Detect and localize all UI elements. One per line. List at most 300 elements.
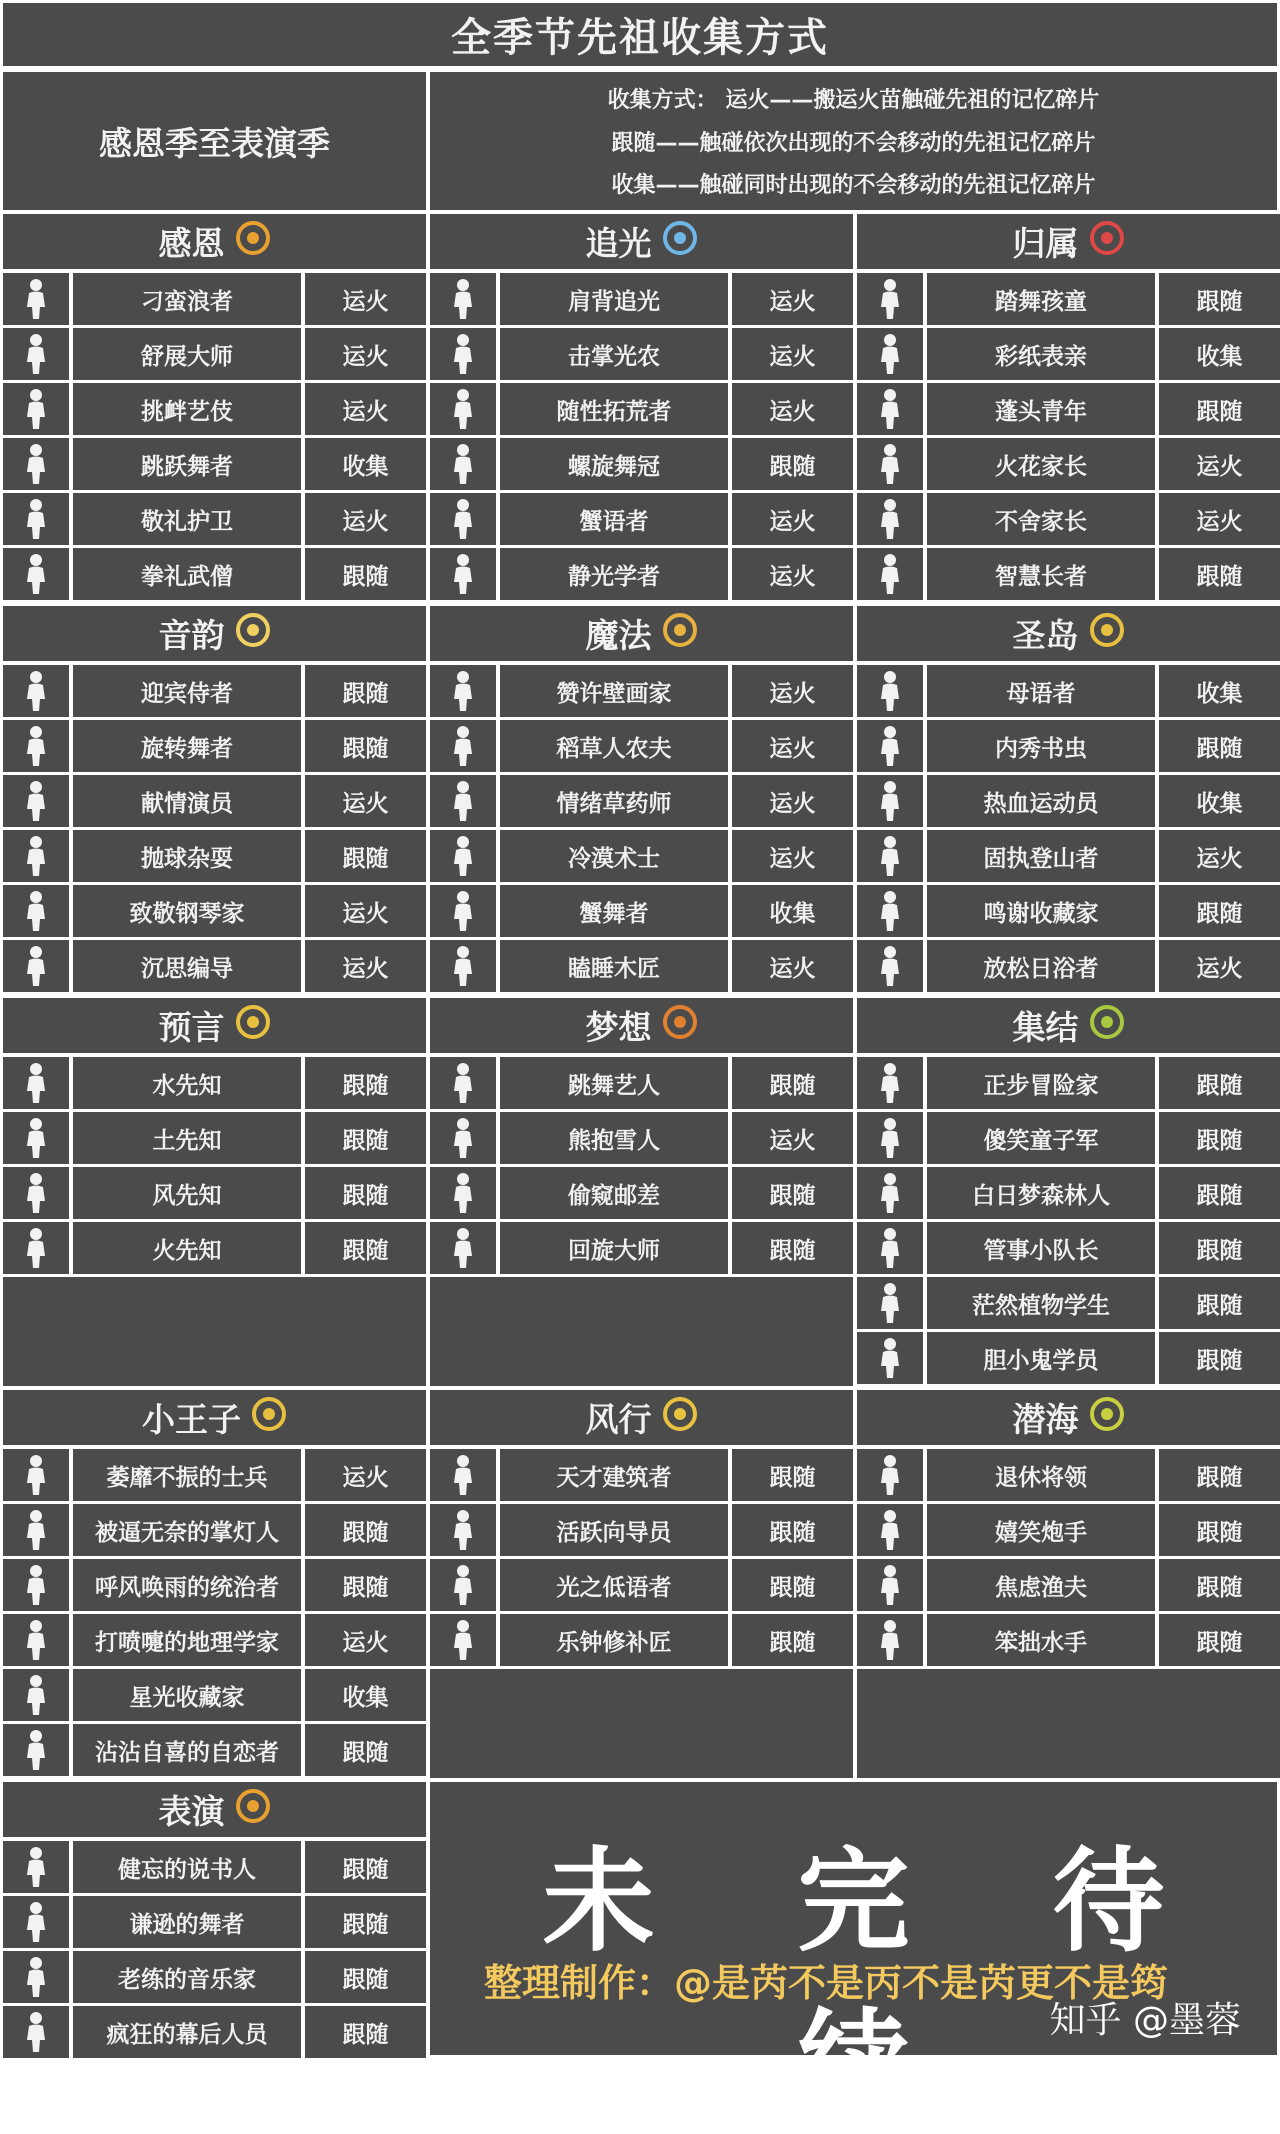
season-header (430, 606, 853, 661)
spirit-row (857, 665, 1280, 717)
lightseekers-season-icon (662, 220, 698, 264)
spirit-icon (3, 665, 69, 717)
spirit-method: 跟随 (305, 1167, 426, 1219)
season-panel (3, 214, 426, 602)
spirit-method: 运火 (305, 1449, 426, 1501)
spirit-name: 傻笑童子军 (927, 1112, 1155, 1164)
spirit-icon (3, 940, 69, 992)
season-name: 表演 (158, 1792, 225, 1831)
spirit-name: 旋转舞者 (73, 720, 301, 772)
spirit-row (430, 1112, 853, 1164)
spirit-name: 情绪草药师 (500, 775, 728, 827)
spirit-name: 沾沾自喜的自恋者 (73, 1724, 301, 1776)
spirit-method: 跟随 (305, 1559, 426, 1611)
spirit-name: 乐钟修补匠 (500, 1614, 728, 1666)
spirit-method: 跟随 (732, 1222, 853, 1274)
spirit-name: 蟹语者 (500, 493, 728, 545)
spirit-name: 击掌光农 (500, 328, 728, 380)
season-name: 小王子 (142, 1400, 241, 1439)
spirit-method: 跟随 (305, 1841, 426, 1893)
little-prince-season-icon (251, 1396, 287, 1440)
spirit-row (857, 1057, 1280, 1109)
season-header (3, 998, 426, 1053)
season-header (3, 1782, 426, 1837)
spirit-icon (3, 775, 69, 827)
season-name: 风行 (585, 1400, 652, 1439)
spirit-row (3, 1057, 426, 1109)
spirit-name: 茫然植物学生 (927, 1277, 1155, 1329)
dreams-season-icon (662, 1004, 698, 1048)
spirit-method: 跟随 (732, 438, 853, 490)
spirit-name: 螺旋舞冠 (500, 438, 728, 490)
spirit-icon (857, 940, 923, 992)
spirit-row (857, 383, 1280, 435)
spirit-name: 笨拙水手 (927, 1614, 1155, 1666)
spirit-row (3, 1449, 426, 1501)
spirit-row (857, 548, 1280, 600)
spirit-row (3, 2006, 426, 2058)
season-header (3, 214, 426, 269)
spirit-method: 跟随 (1159, 1057, 1280, 1109)
spirit-method: 运火 (732, 830, 853, 882)
season-panel (3, 1390, 426, 1778)
spirit-icon (857, 1222, 923, 1274)
spirit-icon (430, 1559, 496, 1611)
spirit-icon (430, 1614, 496, 1666)
spirit-method: 跟随 (1159, 1222, 1280, 1274)
spirit-name: 稻草人农夫 (500, 720, 728, 772)
spirit-row (3, 1896, 426, 1948)
spirit-row (3, 438, 426, 490)
empty-panel-area (430, 1277, 853, 1386)
spirit-name: 静光学者 (500, 548, 728, 600)
spirit-method: 运火 (732, 273, 853, 325)
spirit-row (430, 383, 853, 435)
spirit-row (430, 493, 853, 545)
spirit-icon (430, 885, 496, 937)
spirit-row (857, 1614, 1280, 1666)
spirit-icon (857, 273, 923, 325)
spirit-icon (430, 940, 496, 992)
spirit-icon (430, 548, 496, 600)
spirit-name: 天才建筑者 (500, 1449, 728, 1501)
spirit-method: 跟随 (732, 1449, 853, 1501)
season-panel (430, 606, 853, 994)
spirit-row (3, 1724, 426, 1776)
spirit-row (3, 493, 426, 545)
performance-season-icon (235, 1788, 271, 1832)
spirit-row (3, 383, 426, 435)
spirit-icon (430, 830, 496, 882)
spirit-icon (3, 2006, 69, 2058)
spirit-icon (857, 548, 923, 600)
spirit-method: 运火 (732, 940, 853, 992)
season-header (857, 1390, 1280, 1445)
spirit-row (430, 775, 853, 827)
spirit-row (3, 1841, 426, 1893)
spirit-icon (3, 1449, 69, 1501)
spirit-name: 跳跃舞者 (73, 438, 301, 490)
spirit-row (3, 1669, 426, 1721)
spirit-icon (430, 720, 496, 772)
spirit-name: 被逼无奈的掌灯人 (73, 1504, 301, 1556)
spirit-method: 跟随 (732, 1614, 853, 1666)
spirit-icon (3, 1504, 69, 1556)
spirit-icon (3, 1669, 69, 1721)
spirit-icon (430, 438, 496, 490)
spirit-method: 跟随 (1159, 1504, 1280, 1556)
spirit-method: 运火 (732, 665, 853, 717)
spirit-icon (3, 273, 69, 325)
spirit-icon (430, 1222, 496, 1274)
spirit-method: 运火 (732, 775, 853, 827)
spirit-method: 运火 (305, 940, 426, 992)
spirit-name: 母语者 (927, 665, 1155, 717)
spirit-name: 肩背追光 (500, 273, 728, 325)
season-panel (857, 214, 1280, 602)
season-name: 集结 (1012, 1008, 1079, 1047)
spirit-method: 跟随 (305, 1057, 426, 1109)
spirit-method: 运火 (305, 328, 426, 380)
spirit-icon (430, 1449, 496, 1501)
spirit-row (3, 328, 426, 380)
season-name: 归属 (1012, 224, 1079, 263)
spirit-name: 蓬头青年 (927, 383, 1155, 435)
season-header (857, 606, 1280, 661)
season-panel (857, 606, 1280, 994)
spirit-method: 跟随 (1159, 720, 1280, 772)
season-panel (3, 998, 426, 1386)
spirit-row (430, 548, 853, 600)
spirit-method: 跟随 (1159, 1449, 1280, 1501)
empty-panel-area (3, 1277, 426, 1386)
spirit-method: 跟随 (732, 1559, 853, 1611)
unfinished-banner (430, 1782, 1277, 2128)
spirit-row (3, 1559, 426, 1611)
spirit-name: 拳礼武僧 (73, 548, 301, 600)
belonging-season-icon (1089, 220, 1125, 264)
spirit-method: 运火 (1159, 940, 1280, 992)
spirit-method: 运火 (1159, 438, 1280, 490)
spirit-name: 老练的音乐家 (73, 1951, 301, 2003)
spirit-method: 跟随 (305, 2006, 426, 2058)
spirit-name: 瞌睡木匠 (500, 940, 728, 992)
collection-method-legend (430, 72, 1277, 210)
spirit-name: 固执登山者 (927, 830, 1155, 882)
spirit-name: 退休将领 (927, 1449, 1155, 1501)
spirit-row (857, 328, 1280, 380)
spirit-method: 跟随 (1159, 885, 1280, 937)
spirit-icon (857, 438, 923, 490)
spirit-row (3, 1951, 426, 2003)
season-header (857, 998, 1280, 1053)
spirit-icon (857, 1112, 923, 1164)
spirit-row (3, 665, 426, 717)
spirit-method: 跟随 (1159, 548, 1280, 600)
spirit-row (430, 885, 853, 937)
spirit-name: 献情演员 (73, 775, 301, 827)
spirit-method: 收集 (1159, 328, 1280, 380)
spirit-row (857, 720, 1280, 772)
season-panel (430, 214, 853, 602)
spirit-name: 胆小鬼学员 (927, 1332, 1155, 1384)
spirit-name: 光之低语者 (500, 1559, 728, 1611)
spirit-name: 踏舞孩童 (927, 273, 1155, 325)
spirit-method: 跟随 (1159, 1614, 1280, 1666)
spirit-name: 回旋大师 (500, 1222, 728, 1274)
spirit-name: 星光收藏家 (73, 1669, 301, 1721)
spirit-icon (3, 328, 69, 380)
spirit-method: 跟随 (1159, 1167, 1280, 1219)
season-header (430, 998, 853, 1053)
spirit-name: 内秀书虫 (927, 720, 1155, 772)
spirit-row (430, 1504, 853, 1556)
season-panel (857, 998, 1280, 1386)
spirit-method: 运火 (305, 775, 426, 827)
season-header (430, 214, 853, 269)
spirit-method: 运火 (732, 383, 853, 435)
spirit-row (430, 1222, 853, 1274)
spirit-method: 跟随 (305, 1504, 426, 1556)
spirit-name: 正步冒险家 (927, 1057, 1155, 1109)
spirit-icon (3, 1112, 69, 1164)
spirit-name: 疯狂的幕后人员 (73, 2006, 301, 2058)
spirit-icon (3, 1614, 69, 1666)
spirit-method: 跟随 (305, 548, 426, 600)
spirit-method: 运火 (1159, 493, 1280, 545)
spirit-row (857, 1332, 1280, 1384)
spirit-icon (430, 1057, 496, 1109)
page-title: 全季节先祖收集方式 (3, 3, 1277, 66)
season-name: 圣岛 (1012, 616, 1079, 655)
spirit-method: 收集 (305, 1669, 426, 1721)
spirit-row (857, 1449, 1280, 1501)
spirit-icon (857, 1057, 923, 1109)
spirit-row (430, 1559, 853, 1611)
spirit-row (430, 1057, 853, 1109)
spirit-row (3, 1112, 426, 1164)
spirit-name: 偷窥邮差 (500, 1167, 728, 1219)
spirit-icon (857, 1504, 923, 1556)
spirit-icon (857, 383, 923, 435)
spirit-icon (857, 665, 923, 717)
method-line: 跟随——触碰依次出现的不会移动的先祖记忆碎片 (611, 130, 1096, 156)
prophecy-season-icon (235, 1004, 271, 1048)
spirit-row (3, 885, 426, 937)
spirit-icon (430, 328, 496, 380)
sanctuary-season-icon (1089, 612, 1125, 656)
spirit-icon (857, 1167, 923, 1219)
spirit-row (430, 1449, 853, 1501)
spirit-icon (3, 1896, 69, 1948)
spirit-method: 跟随 (1159, 1112, 1280, 1164)
spirit-row (430, 830, 853, 882)
spirit-row (3, 1222, 426, 1274)
season-header (3, 606, 426, 661)
spirit-row (857, 493, 1280, 545)
empty-panel-area (430, 1669, 853, 1778)
spirit-icon (3, 885, 69, 937)
spirit-method: 收集 (1159, 775, 1280, 827)
spirit-method: 收集 (305, 438, 426, 490)
spirit-method: 跟随 (1159, 273, 1280, 325)
spirit-row (430, 273, 853, 325)
spirit-name: 嬉笑炮手 (927, 1504, 1155, 1556)
spirit-name: 萎靡不振的士兵 (73, 1449, 301, 1501)
season-name: 潜海 (1012, 1400, 1079, 1439)
spirit-name: 舒展大师 (73, 328, 301, 380)
spirit-row (857, 885, 1280, 937)
spirit-name: 鸣谢收藏家 (927, 885, 1155, 937)
season-panel (3, 1782, 426, 2055)
spirit-method: 收集 (732, 885, 853, 937)
season-range-label: 感恩季至表演季 (3, 72, 426, 210)
enchantment-season-icon (662, 612, 698, 656)
spirit-method: 运火 (732, 720, 853, 772)
spirit-icon (3, 383, 69, 435)
spirit-name: 热血运动员 (927, 775, 1155, 827)
spirit-row (857, 1112, 1280, 1164)
season-header (3, 1390, 426, 1445)
spirit-name: 焦虑渔夫 (927, 1559, 1155, 1611)
spirit-icon (857, 1277, 923, 1329)
spirit-method: 跟随 (732, 1504, 853, 1556)
spirit-method: 跟随 (305, 1724, 426, 1776)
method-line: 收集——触碰同时出现的不会移动的先祖记忆碎片 (611, 172, 1096, 198)
spirit-icon (430, 1504, 496, 1556)
spirit-row (3, 1504, 426, 1556)
flight-season-icon (662, 1396, 698, 1440)
spirit-name: 放松日浴者 (927, 940, 1155, 992)
spirit-icon (430, 383, 496, 435)
spirit-icon (3, 720, 69, 772)
spirit-row (430, 328, 853, 380)
spirit-icon (857, 1559, 923, 1611)
spirit-row (3, 775, 426, 827)
spirit-icon (857, 885, 923, 937)
spirit-icon (857, 1449, 923, 1501)
spirit-method: 运火 (305, 1614, 426, 1666)
season-name: 音韵 (158, 616, 225, 655)
season-header (857, 214, 1280, 269)
spirit-icon (3, 1167, 69, 1219)
spirit-name: 白日梦森林人 (927, 1167, 1155, 1219)
spirit-row (430, 438, 853, 490)
spirit-method: 跟随 (1159, 383, 1280, 435)
spirit-row (3, 548, 426, 600)
spirit-method: 跟随 (305, 1951, 426, 2003)
season-name: 追光 (585, 224, 652, 263)
season-name: 魔法 (585, 616, 652, 655)
spirit-icon (430, 273, 496, 325)
spirit-method: 跟随 (305, 830, 426, 882)
spirit-name: 火先知 (73, 1222, 301, 1274)
spirit-row (430, 720, 853, 772)
spirit-icon (3, 1951, 69, 2003)
spirit-icon (3, 1057, 69, 1109)
spirit-icon (857, 830, 923, 882)
spirit-name: 蟹舞者 (500, 885, 728, 937)
season-panel (430, 1390, 853, 1778)
spirit-method: 运火 (732, 328, 853, 380)
spirit-row (857, 438, 1280, 490)
spirit-name: 熊抱雪人 (500, 1112, 728, 1164)
spirit-icon (857, 1614, 923, 1666)
spirit-name: 冷漠术士 (500, 830, 728, 882)
empty-panel-area (857, 1669, 1280, 1778)
spirit-name: 呼风唤雨的统治者 (73, 1559, 301, 1611)
spirit-icon (3, 1222, 69, 1274)
spirit-method: 跟随 (1159, 1559, 1280, 1611)
spirit-icon (857, 775, 923, 827)
spirit-row (3, 1167, 426, 1219)
spirit-row (3, 940, 426, 992)
season-name: 梦想 (585, 1008, 652, 1047)
method-line: 收集方式： 运火——搬运火苗触碰先祖的记忆碎片 (607, 88, 1100, 114)
spirit-row (3, 1614, 426, 1666)
spirit-icon (857, 720, 923, 772)
spirit-method: 跟随 (305, 720, 426, 772)
season-panel (430, 998, 853, 1386)
abyss-season-icon (1089, 1396, 1125, 1440)
spirit-name: 沉思编导 (73, 940, 301, 992)
season-panel (3, 606, 426, 994)
spirit-method: 运火 (732, 493, 853, 545)
rhythm-season-icon (235, 612, 271, 656)
spirit-name: 随性拓荒者 (500, 383, 728, 435)
spirit-method: 运火 (1159, 830, 1280, 882)
spirit-icon (857, 493, 923, 545)
spirit-row (857, 830, 1280, 882)
zhihu-watermark: 知乎 @墨蓉 (1049, 2000, 1241, 2041)
spirit-name: 迎宾侍者 (73, 665, 301, 717)
spirit-row (857, 1504, 1280, 1556)
spirit-row (3, 720, 426, 772)
spirit-row (857, 940, 1280, 992)
spirit-row (430, 940, 853, 992)
spirit-method: 运火 (732, 1112, 853, 1164)
spirit-method: 运火 (305, 885, 426, 937)
spirit-name: 土先知 (73, 1112, 301, 1164)
spirit-name: 敬礼护卫 (73, 493, 301, 545)
spirit-row (857, 273, 1280, 325)
spirit-row (430, 1614, 853, 1666)
spirit-name: 风先知 (73, 1167, 301, 1219)
spirit-row (3, 830, 426, 882)
spirit-name: 管事小队长 (927, 1222, 1155, 1274)
spirit-name: 打喷嚏的地理学家 (73, 1614, 301, 1666)
spirit-name: 健忘的说书人 (73, 1841, 301, 1893)
to-be-continued-text: 未 完 待 续 (542, 1837, 1217, 2128)
spirit-method: 运火 (305, 493, 426, 545)
spirit-row (857, 1277, 1280, 1329)
spirit-name: 抛球杂耍 (73, 830, 301, 882)
assembly-season-icon (1089, 1004, 1125, 1048)
gratitude-season-icon (235, 220, 271, 264)
spirit-icon (430, 1167, 496, 1219)
spirit-method: 运火 (305, 383, 426, 435)
spirit-method: 跟随 (305, 1222, 426, 1274)
spirit-name: 不舍家长 (927, 493, 1155, 545)
spirit-name: 挑衅艺伎 (73, 383, 301, 435)
spirit-row (430, 1167, 853, 1219)
spirit-icon (3, 1841, 69, 1893)
spirit-name: 致敬钢琴家 (73, 885, 301, 937)
spirit-icon (3, 1559, 69, 1611)
season-panel (857, 1390, 1280, 1778)
spirit-icon (430, 1112, 496, 1164)
spirit-icon (3, 438, 69, 490)
